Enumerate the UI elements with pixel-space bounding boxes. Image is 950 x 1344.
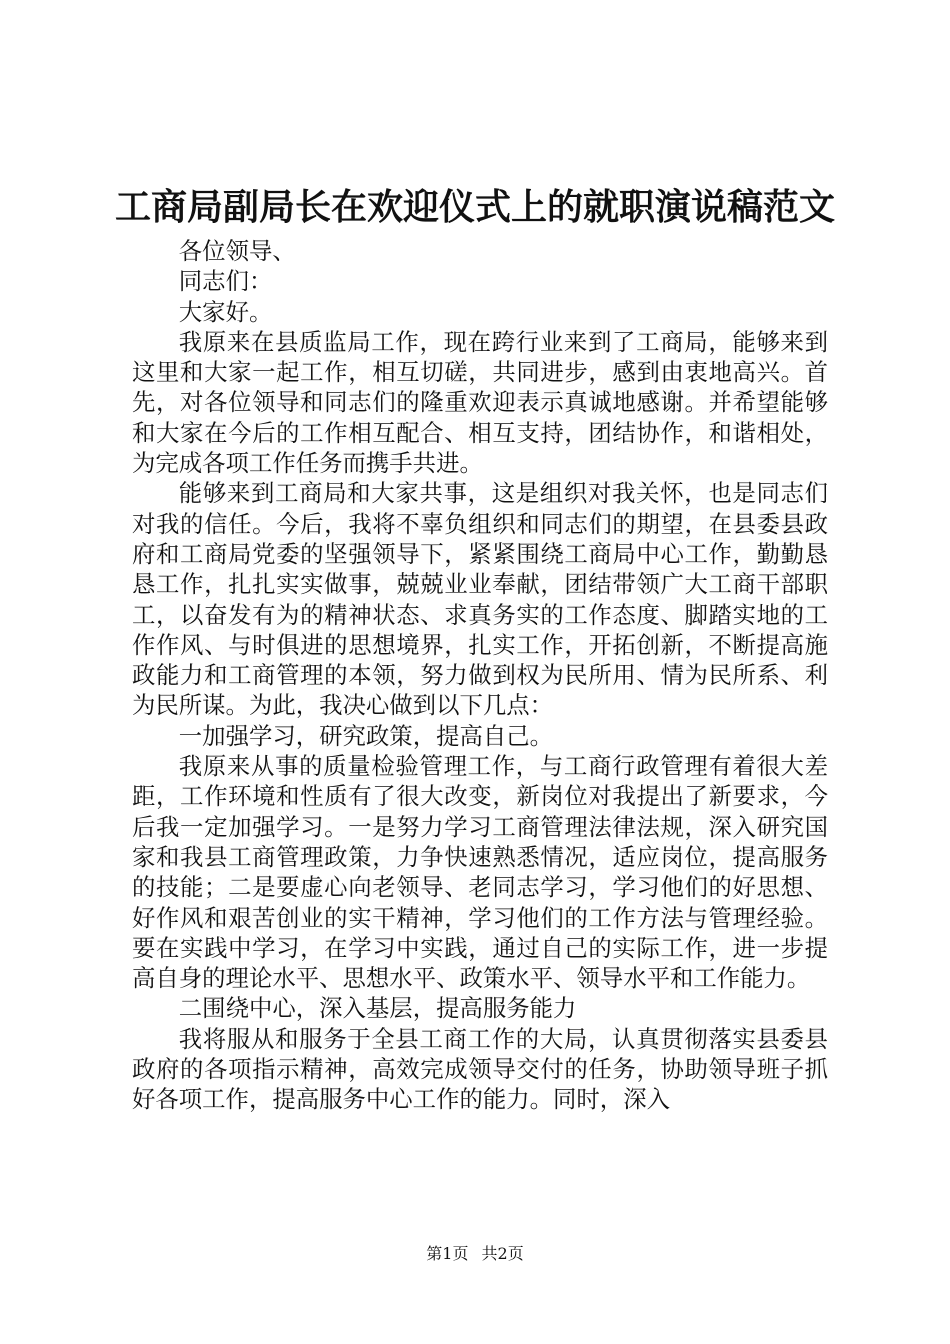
page-total: 共2页 bbox=[481, 1244, 524, 1263]
document-body bbox=[132, 236, 828, 1115]
paragraph-study: 我原来从事的质量检验管理工作，与工商行政管理有着很大差距，工作环境和性质有了很大改变，新岗位对我提出了新要求，今后我一定加强学习。一是努力学习工商管理法律法规，深入研究国家和我县工商管理政策，力争快速熟悉情况，适应岗位，提高服务的技能；二是要虚心向老领导、老同志学习，学习他们的好思想、好作风和艰苦创业的实干精神，学习他们的工作方法与管理经验。要在实践中学习，在学习中实践，通过自己的实际工作，进一步提高自身的理论水平、思想水平、政策水平、领导水平和工作能力。 bbox=[132, 752, 828, 993]
paragraph-service: 我将服从和服务于全县工商工作的大局，认真贯彻落实县委县政府的各项指示精神，高效完成领导交付的任务，协助领导班子抓好各项工作，提高服务中心工作的能力。同时，深入 bbox=[132, 1024, 828, 1114]
greeting: 大家好。 bbox=[178, 297, 273, 326]
page-footer bbox=[0, 1243, 950, 1265]
heading-point-one: 一加强学习，研究政策，提高自己。 bbox=[178, 721, 554, 750]
salutation-leaders: 各位领导、 bbox=[178, 237, 296, 265]
page-number: 第1页 bbox=[426, 1244, 469, 1263]
salutation-comrades: 同志们： bbox=[178, 267, 273, 296]
document-title: 工商局副局长在欢迎仪式上的就职演说稿范文 bbox=[114, 186, 835, 228]
paragraph-commitment: 能够来到工商局和大家共事，这是组织对我关怀，也是同志们对我的信任。今后，我将不辜负组织和同志们的期望，在县委县政府和工商局党委的坚强领导下，紧紧围绕工商局中心工作，勤勤恳恳工作，扎扎实实做事，兢兢业业奉献，团结带领广大工商干部职工，以奋发有为的精神状态、求真务实的工作态度、脚踏实地的工作作风、与时俱进的思想境界，扎实工作，开拓创新，不断提高施政能力和工商管理的本领，努力做到权为民所用、情为民所系、利为民所谋。为此，我决心做到以下几点： bbox=[132, 479, 828, 720]
heading-point-two: 二围绕中心，深入基层，提高服务能力 bbox=[178, 994, 577, 1023]
paragraph-introduction: 我原来在县质监局工作，现在跨行业来到了工商局，能够来到这里和大家一起工作，相互切磋，共同进步，感到由衷地高兴。首先，对各位领导和同志们的隆重欢迎表示真诚地感谢。并希望能够和大家在今后的工作相互配合、相互支持，团结协作，和谐相处，为完成各项工作任务而携手共进。 bbox=[132, 327, 828, 478]
